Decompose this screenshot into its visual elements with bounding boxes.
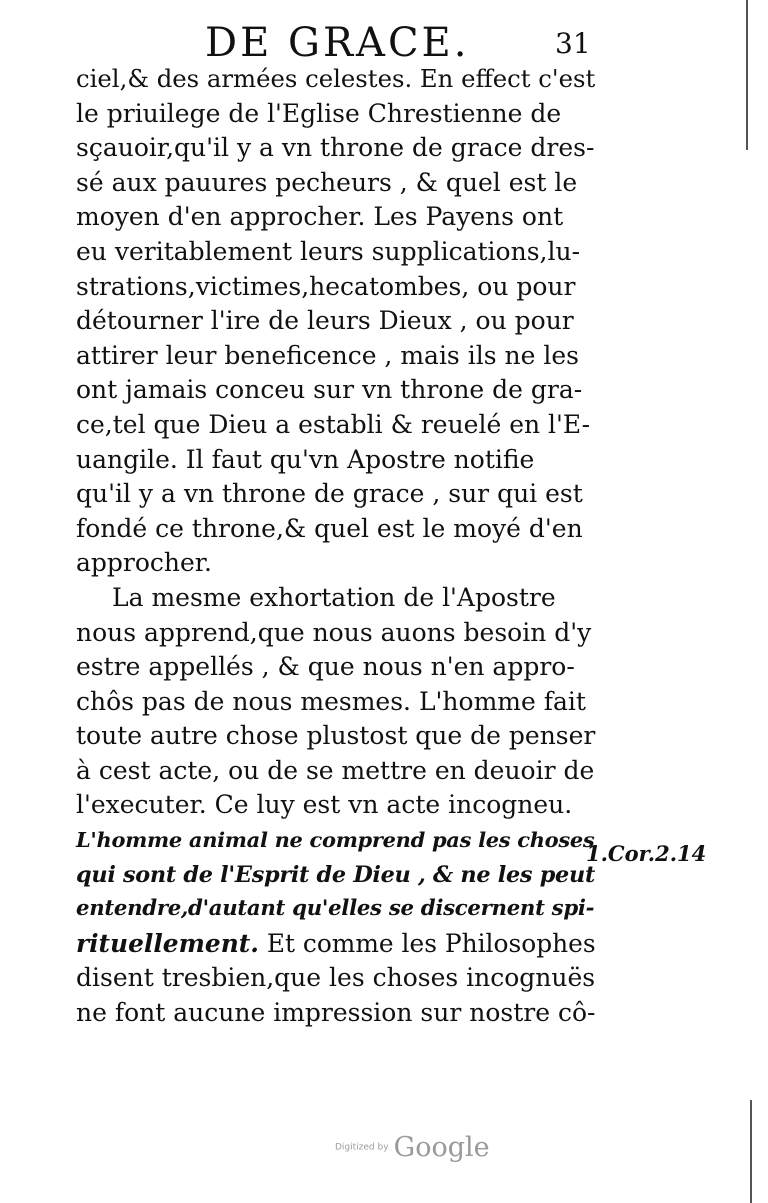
watermark-logo-text: Google bbox=[393, 1132, 490, 1163]
text-line: nous apprend,que nous auons besoin d'y bbox=[76, 617, 592, 647]
text-line: uangile. Il faut qu'vn Apostre notifie bbox=[76, 444, 535, 474]
page-header bbox=[205, 18, 605, 68]
text-line: approcher. bbox=[76, 548, 212, 578]
marginal-reference: 1.Cor.2.14 bbox=[586, 841, 707, 866]
text-line: détourner l'ire de leurs Dieux , ou pour bbox=[76, 306, 574, 336]
text-line: disent tresbien,que les choses incognuës bbox=[76, 963, 596, 993]
text-line: attirer leur beneficence , mais ils ne les bbox=[76, 340, 579, 370]
text-line: qu'il y a vn throne de grace , sur qui est bbox=[76, 479, 583, 509]
text-line: ne font aucune impression sur nostre cô- bbox=[76, 998, 596, 1028]
text-line: moyen d'en approcher. Les Payens ont bbox=[76, 202, 564, 232]
text-line: l'executer. Ce luy est vn acte incogneu. bbox=[76, 790, 573, 820]
scan-edge-line bbox=[750, 1100, 752, 1203]
text-line: L'homme animal ne comprend pas les choses bbox=[76, 827, 595, 853]
body-text bbox=[76, 62, 596, 1031]
text-line: entendre,d'autant qu'elles se discernent spi- bbox=[76, 896, 595, 922]
roman-fragment: Et comme les Philosophes bbox=[258, 928, 596, 958]
text-line bbox=[76, 927, 596, 962]
watermark-small-text: Digitized by bbox=[335, 1142, 389, 1153]
text-line: strations,victimes,hecatombes, ou pour bbox=[76, 271, 576, 301]
text-line: le priuilege de l'Eglise Chrestienne de bbox=[76, 98, 562, 128]
scan-edge-line bbox=[746, 0, 748, 150]
text-line: toute autre chose plustost que de penser bbox=[76, 721, 596, 751]
running-title: DE GRACE. bbox=[205, 20, 470, 66]
text-line: fondé ce throne,& quel est le moyé d'en bbox=[76, 513, 583, 543]
text-line: eu veritablement leurs supplications,lu- bbox=[76, 236, 581, 266]
text-line: sçauoir,qu'il y a vn throne de grace dres- bbox=[76, 133, 595, 163]
text-line: ce,tel que Dieu a establi & reuelé en l'E- bbox=[76, 409, 591, 439]
text-line: à cest acte, ou de se mettre en deuoir de bbox=[76, 755, 595, 785]
italic-fragment: rituellement. bbox=[76, 928, 259, 958]
text-line: estre appellés , & que nous n'en appro- bbox=[76, 652, 575, 682]
text-line: sé aux pauures pecheurs , & quel est le bbox=[76, 167, 578, 197]
text-line: ciel,& des armées celestes. En effect c'est bbox=[76, 64, 596, 93]
digitized-watermark bbox=[335, 1132, 505, 1172]
text-line: chôs pas de nous mesmes. L'homme fait bbox=[76, 686, 586, 716]
text-line: qui sont de l'Esprit de Dieu , & ne les peut bbox=[76, 861, 595, 888]
text-line: La mesme exhortation de l'Apostre bbox=[112, 582, 556, 612]
page-number: 31 bbox=[555, 27, 591, 60]
text-line: ont jamais conceu sur vn throne de gra- bbox=[76, 375, 583, 405]
